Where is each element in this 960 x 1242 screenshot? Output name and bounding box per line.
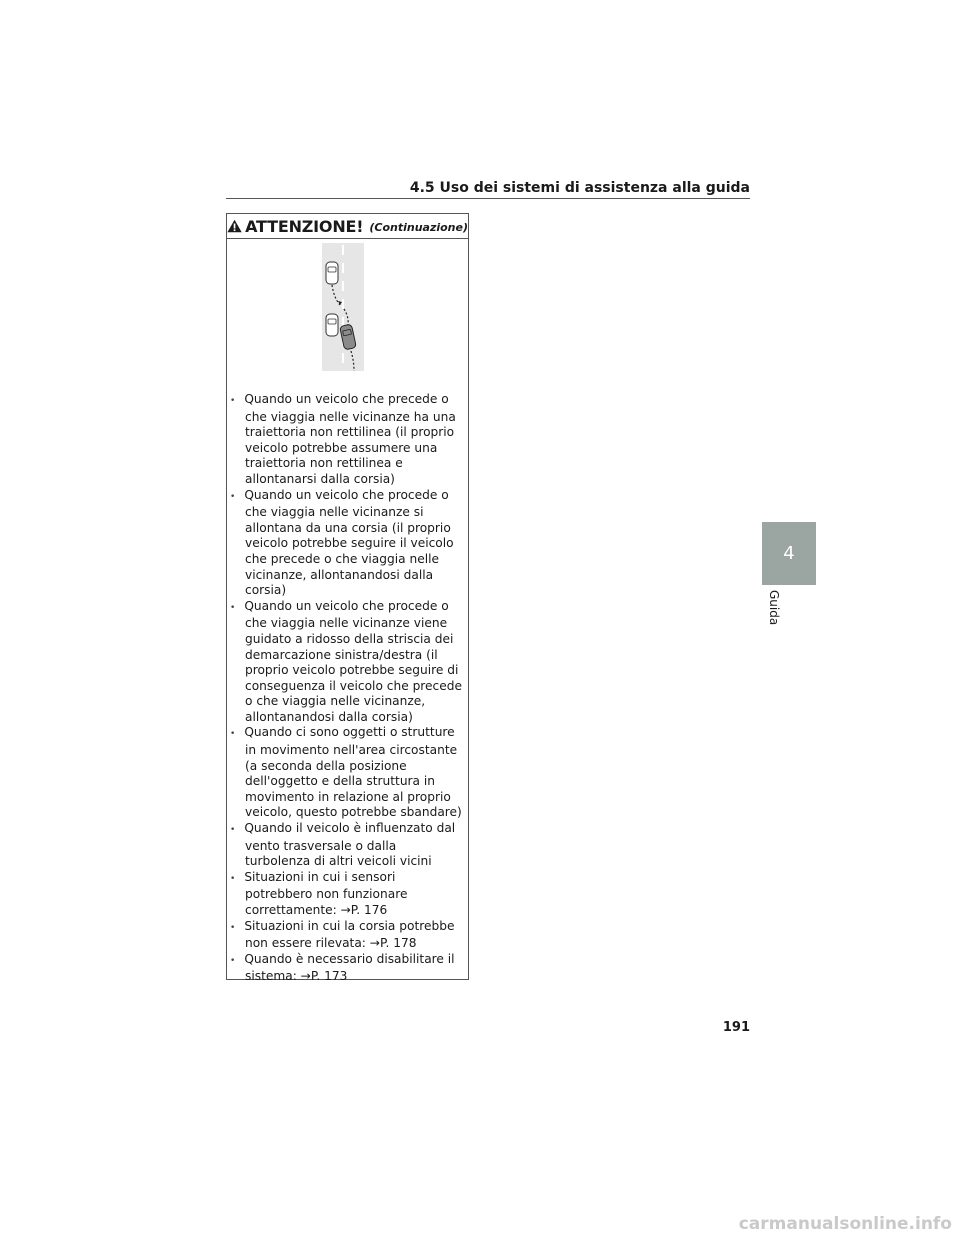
list-item: • Quando un veicolo che procede o che viaggia nelle vicinanze viene guidato a ridosso della striscia dei demarcazione sinistra/destra (il proprio veicolo potrebbe seguire di conseguenza il veicolo che precede o che viaggia nelle vicinanze, allontanandosi dalla corsia) bbox=[227, 599, 468, 726]
list-item: • Situazioni in cui la corsia potrebbe non essere rilevata: →P. 178 bbox=[227, 919, 468, 952]
header-divider bbox=[226, 198, 750, 199]
warning-list bbox=[227, 392, 468, 985]
adjacent-vehicle-icon bbox=[326, 314, 338, 336]
chapter-number: 4 bbox=[783, 543, 795, 564]
watermark: carmanualsonline.info bbox=[738, 1214, 952, 1234]
chapter-tab bbox=[762, 522, 816, 585]
warning-header bbox=[227, 214, 468, 239]
page-number: 191 bbox=[722, 1020, 750, 1035]
list-item: • Quando il veicolo è influenzato dal vento trasversale o dalla turbolenza di altri veicoli vicini bbox=[227, 821, 468, 870]
list-item: • Quando un veicolo che procede o che viaggia nelle vicinanze si allontana da una corsia (il proprio veicolo potrebbe seguire il veicolo che precede o che viaggia nelle vicinanze, allontanandosi dalla corsia) bbox=[227, 488, 468, 599]
chapter-label: Guida bbox=[767, 590, 781, 626]
leading-vehicle-icon bbox=[326, 262, 338, 284]
warning-triangle-icon bbox=[227, 218, 242, 234]
list-item: • Quando è necessario disabilitare il sistema: →P. 173 bbox=[227, 952, 468, 985]
list-item: • Quando un veicolo che precede o che viaggia nelle vicinanze ha una traiettoria non rettilinea (il proprio veicolo potrebbe assumere una traiettoria non rettilinea e allontanarsi dalla corsia) bbox=[227, 392, 468, 488]
warning-title: ATTENZIONE! bbox=[245, 216, 364, 236]
lane-illustration bbox=[322, 243, 372, 373]
list-item: • Quando ci sono oggetti o strutture in movimento nell'area circostante (a seconda della posizione dell'oggetto e della struttura in movimento in relazione al proprio veicolo, questo potrebbe sbandare) bbox=[227, 725, 468, 821]
warning-box bbox=[226, 213, 469, 984]
section-header: 4.5 Uso dei sistemi di assistenza alla guida bbox=[409, 180, 750, 196]
warning-continued: (Continuazione) bbox=[369, 221, 468, 234]
list-item: • Situazioni in cui i sensori potrebbero non funzionare correttamente: →P. 176 bbox=[227, 870, 468, 919]
